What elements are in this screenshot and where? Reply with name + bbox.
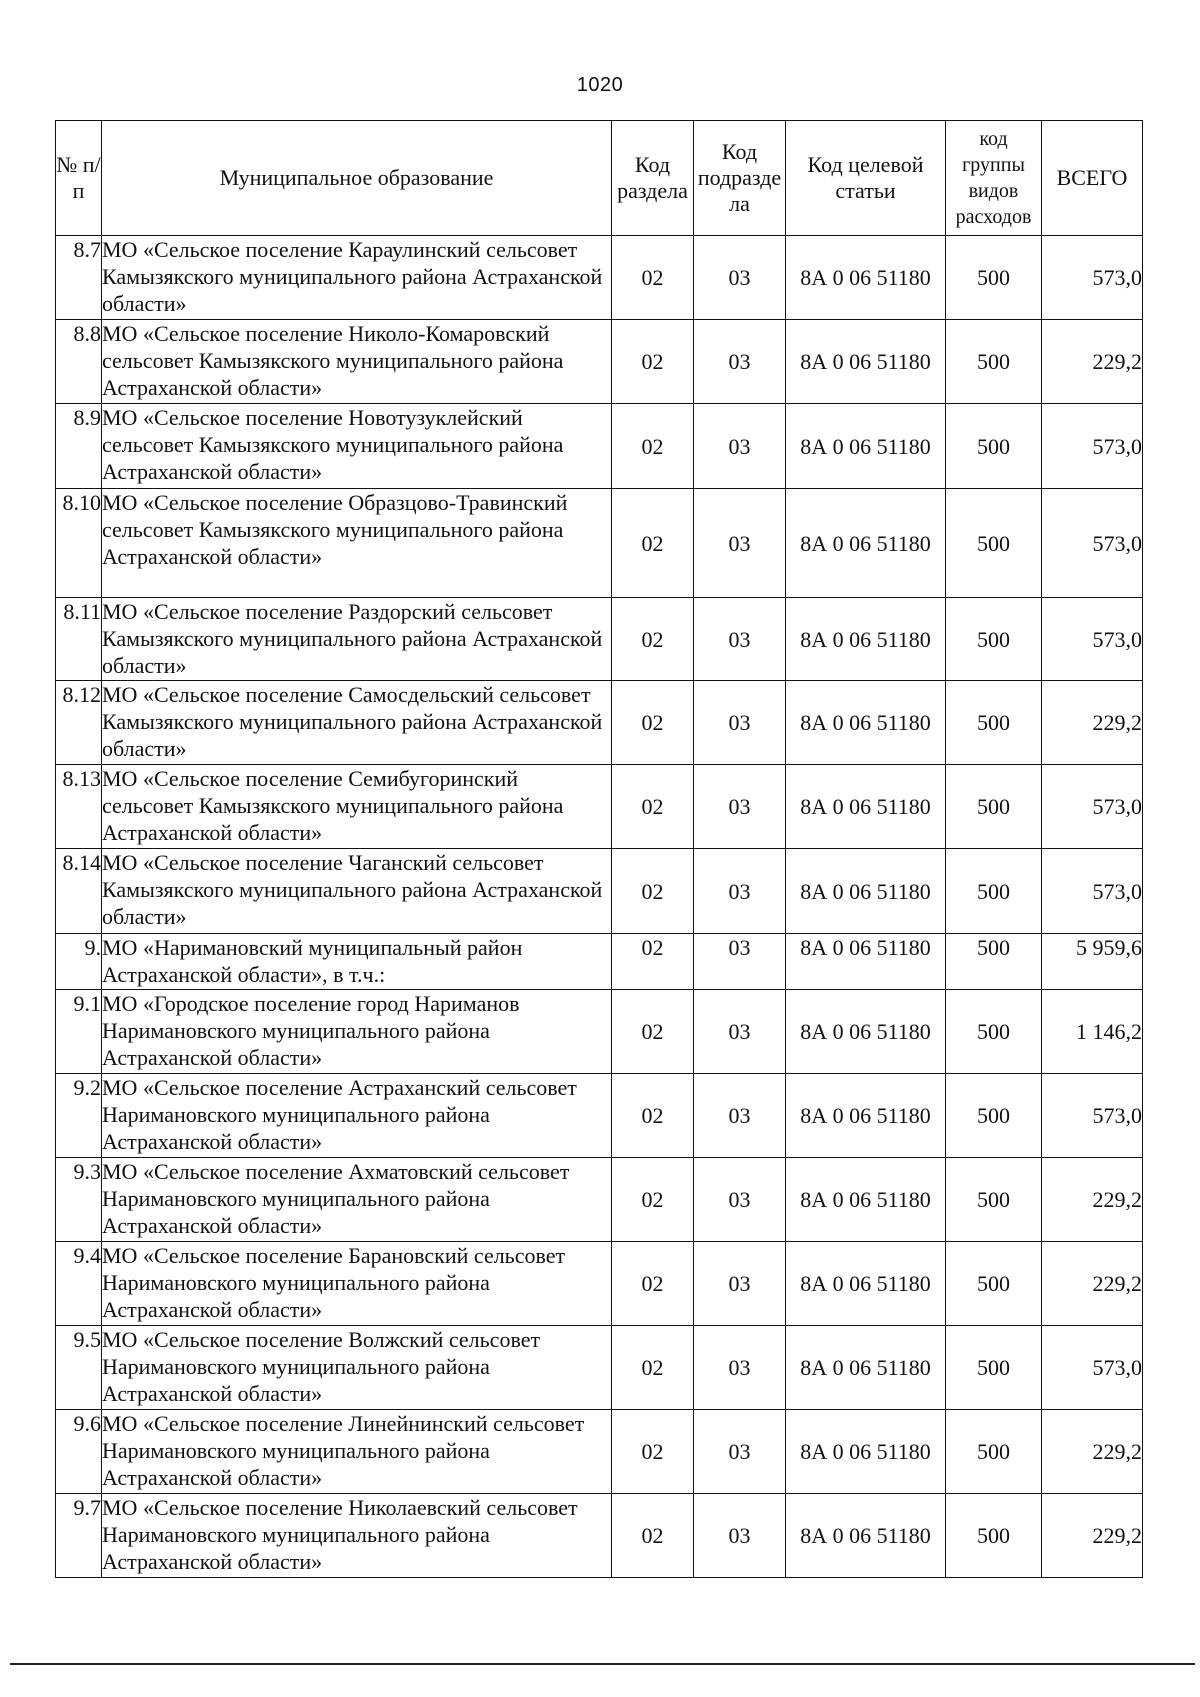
row-section-code: 02 xyxy=(612,236,694,320)
row-name: МО «Городское поселение город Нариманов Наримановского муниципального района Астраханской области» xyxy=(102,990,612,1074)
row-group-code: 500 xyxy=(946,849,1042,934)
row-group-code: 500 xyxy=(946,1326,1042,1410)
row-group-code: 500 xyxy=(946,236,1042,320)
row-subsection-code: 03 xyxy=(694,320,786,404)
row-target-code: 8А 0 06 51180 xyxy=(786,404,946,489)
row-section-code: 02 xyxy=(612,320,694,404)
row-target-code: 8А 0 06 51180 xyxy=(786,1326,946,1410)
row-number: 9.2 xyxy=(56,1074,102,1158)
row-name: МО «Сельское поселение Ахматовский сельсовет Наримановского муниципального района Астраханской области» xyxy=(102,1158,612,1242)
row-target-code: 8А 0 06 51180 xyxy=(786,1242,946,1326)
row-section-code: 02 xyxy=(612,1074,694,1158)
row-name: МО «Сельское поселение Николаевский сельсовет Наримановского муниципального района Астраханской области» xyxy=(102,1494,612,1578)
row-subsection-code: 03 xyxy=(694,1494,786,1578)
row-number: 9.5 xyxy=(56,1326,102,1410)
row-subsection-code: 03 xyxy=(694,1158,786,1242)
row-target-code: 8А 0 06 51180 xyxy=(786,598,946,681)
table-row xyxy=(56,1242,1143,1326)
row-section-code: 02 xyxy=(612,681,694,765)
row-target-code: 8А 0 06 51180 xyxy=(786,934,946,990)
header-section: Код раздела xyxy=(612,121,694,236)
row-target-code: 8А 0 06 51180 xyxy=(786,1410,946,1494)
row-subsection-code: 03 xyxy=(694,404,786,489)
row-total: 229,2 xyxy=(1042,1494,1143,1578)
header-subsection: Код подразде ла xyxy=(694,121,786,236)
row-name: МО «Сельское поселение Раздорский сельсовет Камызякского муниципального района Астраханской области» xyxy=(102,598,612,681)
row-number: 9. xyxy=(56,934,102,990)
row-total: 573,0 xyxy=(1042,765,1143,849)
table-row xyxy=(56,1158,1143,1242)
row-total: 573,0 xyxy=(1042,849,1143,934)
row-number: 9.4 xyxy=(56,1242,102,1326)
row-target-code: 8А 0 06 51180 xyxy=(786,489,946,598)
row-total: 573,0 xyxy=(1042,598,1143,681)
row-total: 1 146,2 xyxy=(1042,990,1143,1074)
row-group-code: 500 xyxy=(946,489,1042,598)
table-row xyxy=(56,489,1143,598)
row-total: 229,2 xyxy=(1042,1158,1143,1242)
header-name: Муниципальное образование xyxy=(102,121,612,236)
row-total: 573,0 xyxy=(1042,404,1143,489)
row-name: МО «Сельское поселение Караулинский сельсовет Камызякского муниципального района Астраханской области» xyxy=(102,236,612,320)
row-subsection-code: 03 xyxy=(694,1074,786,1158)
row-group-code: 500 xyxy=(946,1494,1042,1578)
table-header xyxy=(56,121,1143,236)
header-total: ВСЕГО xyxy=(1042,121,1143,236)
row-section-code: 02 xyxy=(612,489,694,598)
row-total: 5 959,6 xyxy=(1042,934,1143,990)
row-number: 8.10 xyxy=(56,489,102,598)
row-target-code: 8А 0 06 51180 xyxy=(786,1494,946,1578)
row-total: 229,2 xyxy=(1042,1242,1143,1326)
table-row xyxy=(56,1074,1143,1158)
row-group-code: 500 xyxy=(946,598,1042,681)
header-target: Код целевой статьи xyxy=(786,121,946,236)
row-group-code: 500 xyxy=(946,990,1042,1074)
row-subsection-code: 03 xyxy=(694,681,786,765)
table-row xyxy=(56,934,1143,990)
row-total: 573,0 xyxy=(1042,489,1143,598)
row-subsection-code: 03 xyxy=(694,849,786,934)
row-number: 8.14 xyxy=(56,849,102,934)
row-section-code: 02 xyxy=(612,990,694,1074)
page-number: 1020 xyxy=(576,74,624,96)
table-row xyxy=(56,598,1143,681)
row-total: 573,0 xyxy=(1042,1326,1143,1410)
row-subsection-code: 03 xyxy=(694,765,786,849)
row-group-code: 500 xyxy=(946,934,1042,990)
row-total: 573,0 xyxy=(1042,1074,1143,1158)
row-number: 9.7 xyxy=(56,1494,102,1578)
row-number: 8.13 xyxy=(56,765,102,849)
row-target-code: 8А 0 06 51180 xyxy=(786,849,946,934)
table-row xyxy=(56,1494,1143,1578)
row-total: 229,2 xyxy=(1042,1410,1143,1494)
row-target-code: 8А 0 06 51180 xyxy=(786,765,946,849)
row-number: 8.12 xyxy=(56,681,102,765)
row-section-code: 02 xyxy=(612,1242,694,1326)
row-name: МО «Сельское поселение Волжский сельсовет Наримановского муниципального района Астраханской области» xyxy=(102,1326,612,1410)
row-group-code: 500 xyxy=(946,1410,1042,1494)
row-number: 8.8 xyxy=(56,320,102,404)
table-row xyxy=(56,849,1143,934)
row-subsection-code: 03 xyxy=(694,489,786,598)
header-num: № п/п xyxy=(56,121,102,236)
table-row xyxy=(56,765,1143,849)
table-row xyxy=(56,1410,1143,1494)
row-target-code: 8А 0 06 51180 xyxy=(786,1158,946,1242)
table-body xyxy=(56,236,1143,1578)
budget-table xyxy=(55,120,1143,1578)
row-name: МО «Сельское поселение Самосдельский сельсовет Камызякского муниципального района Астраханской области» xyxy=(102,681,612,765)
table-row xyxy=(56,990,1143,1074)
row-target-code: 8А 0 06 51180 xyxy=(786,320,946,404)
row-section-code: 02 xyxy=(612,1326,694,1410)
row-section-code: 02 xyxy=(612,1410,694,1494)
row-name: МО «Наримановский муниципальный район Астраханской области», в т.ч.: xyxy=(102,934,612,990)
row-section-code: 02 xyxy=(612,1494,694,1578)
row-group-code: 500 xyxy=(946,1242,1042,1326)
row-name: МО «Сельское поселение Чаганский сельсовет Камызякского муниципального района Астраханской области» xyxy=(102,849,612,934)
row-number: 8.9 xyxy=(56,404,102,489)
row-section-code: 02 xyxy=(612,765,694,849)
table-row xyxy=(56,404,1143,489)
row-name: МО «Сельское поселение Николо-Комаровский сельсовет Камызякского муниципального района Астраханской области» xyxy=(102,320,612,404)
row-total: 229,2 xyxy=(1042,320,1143,404)
header-group: код группы видов расходов xyxy=(946,121,1042,236)
row-subsection-code: 03 xyxy=(694,990,786,1074)
row-subsection-code: 03 xyxy=(694,598,786,681)
row-section-code: 02 xyxy=(612,1158,694,1242)
page-bottom-rule xyxy=(10,1663,1195,1665)
row-subsection-code: 03 xyxy=(694,1326,786,1410)
row-group-code: 500 xyxy=(946,320,1042,404)
row-name: МО «Сельское поселение Астраханский сельсовет Наримановского муниципального района Астраханской области» xyxy=(102,1074,612,1158)
row-group-code: 500 xyxy=(946,681,1042,765)
row-section-code: 02 xyxy=(612,404,694,489)
row-name: МО «Сельское поселение Новотузуклейский сельсовет Камызякского муниципального района Астраханской области» xyxy=(102,404,612,489)
row-name: МО «Сельское поселение Барановский сельсовет Наримановского муниципального района Астраханской области» xyxy=(102,1242,612,1326)
row-target-code: 8А 0 06 51180 xyxy=(786,236,946,320)
row-group-code: 500 xyxy=(946,404,1042,489)
table-row xyxy=(56,236,1143,320)
row-total: 229,2 xyxy=(1042,681,1143,765)
row-subsection-code: 03 xyxy=(694,236,786,320)
row-subsection-code: 03 xyxy=(694,1242,786,1326)
row-number: 9.1 xyxy=(56,990,102,1074)
row-section-code: 02 xyxy=(612,934,694,990)
row-group-code: 500 xyxy=(946,1074,1042,1158)
table-row xyxy=(56,681,1143,765)
row-total: 573,0 xyxy=(1042,236,1143,320)
row-subsection-code: 03 xyxy=(694,1410,786,1494)
row-number: 9.6 xyxy=(56,1410,102,1494)
row-group-code: 500 xyxy=(946,1158,1042,1242)
table-row xyxy=(56,1326,1143,1410)
row-target-code: 8А 0 06 51180 xyxy=(786,1074,946,1158)
row-name: МО «Сельское поселение Линейнинский сельсовет Наримановского муниципального района Астраханской области» xyxy=(102,1410,612,1494)
table-row xyxy=(56,320,1143,404)
row-number: 8.7 xyxy=(56,236,102,320)
row-number: 8.11 xyxy=(56,598,102,681)
row-target-code: 8А 0 06 51180 xyxy=(786,990,946,1074)
row-group-code: 500 xyxy=(946,765,1042,849)
row-name: МО «Сельское поселение Образцово-Травинский сельсовет Камызякского муниципального района Астраханской области» xyxy=(102,489,612,598)
row-subsection-code: 03 xyxy=(694,934,786,990)
row-section-code: 02 xyxy=(612,598,694,681)
row-name: МО «Сельское поселение Семибугоринский сельсовет Камызякского муниципального района Астраханской области» xyxy=(102,765,612,849)
row-section-code: 02 xyxy=(612,849,694,934)
row-target-code: 8А 0 06 51180 xyxy=(786,681,946,765)
row-number: 9.3 xyxy=(56,1158,102,1242)
